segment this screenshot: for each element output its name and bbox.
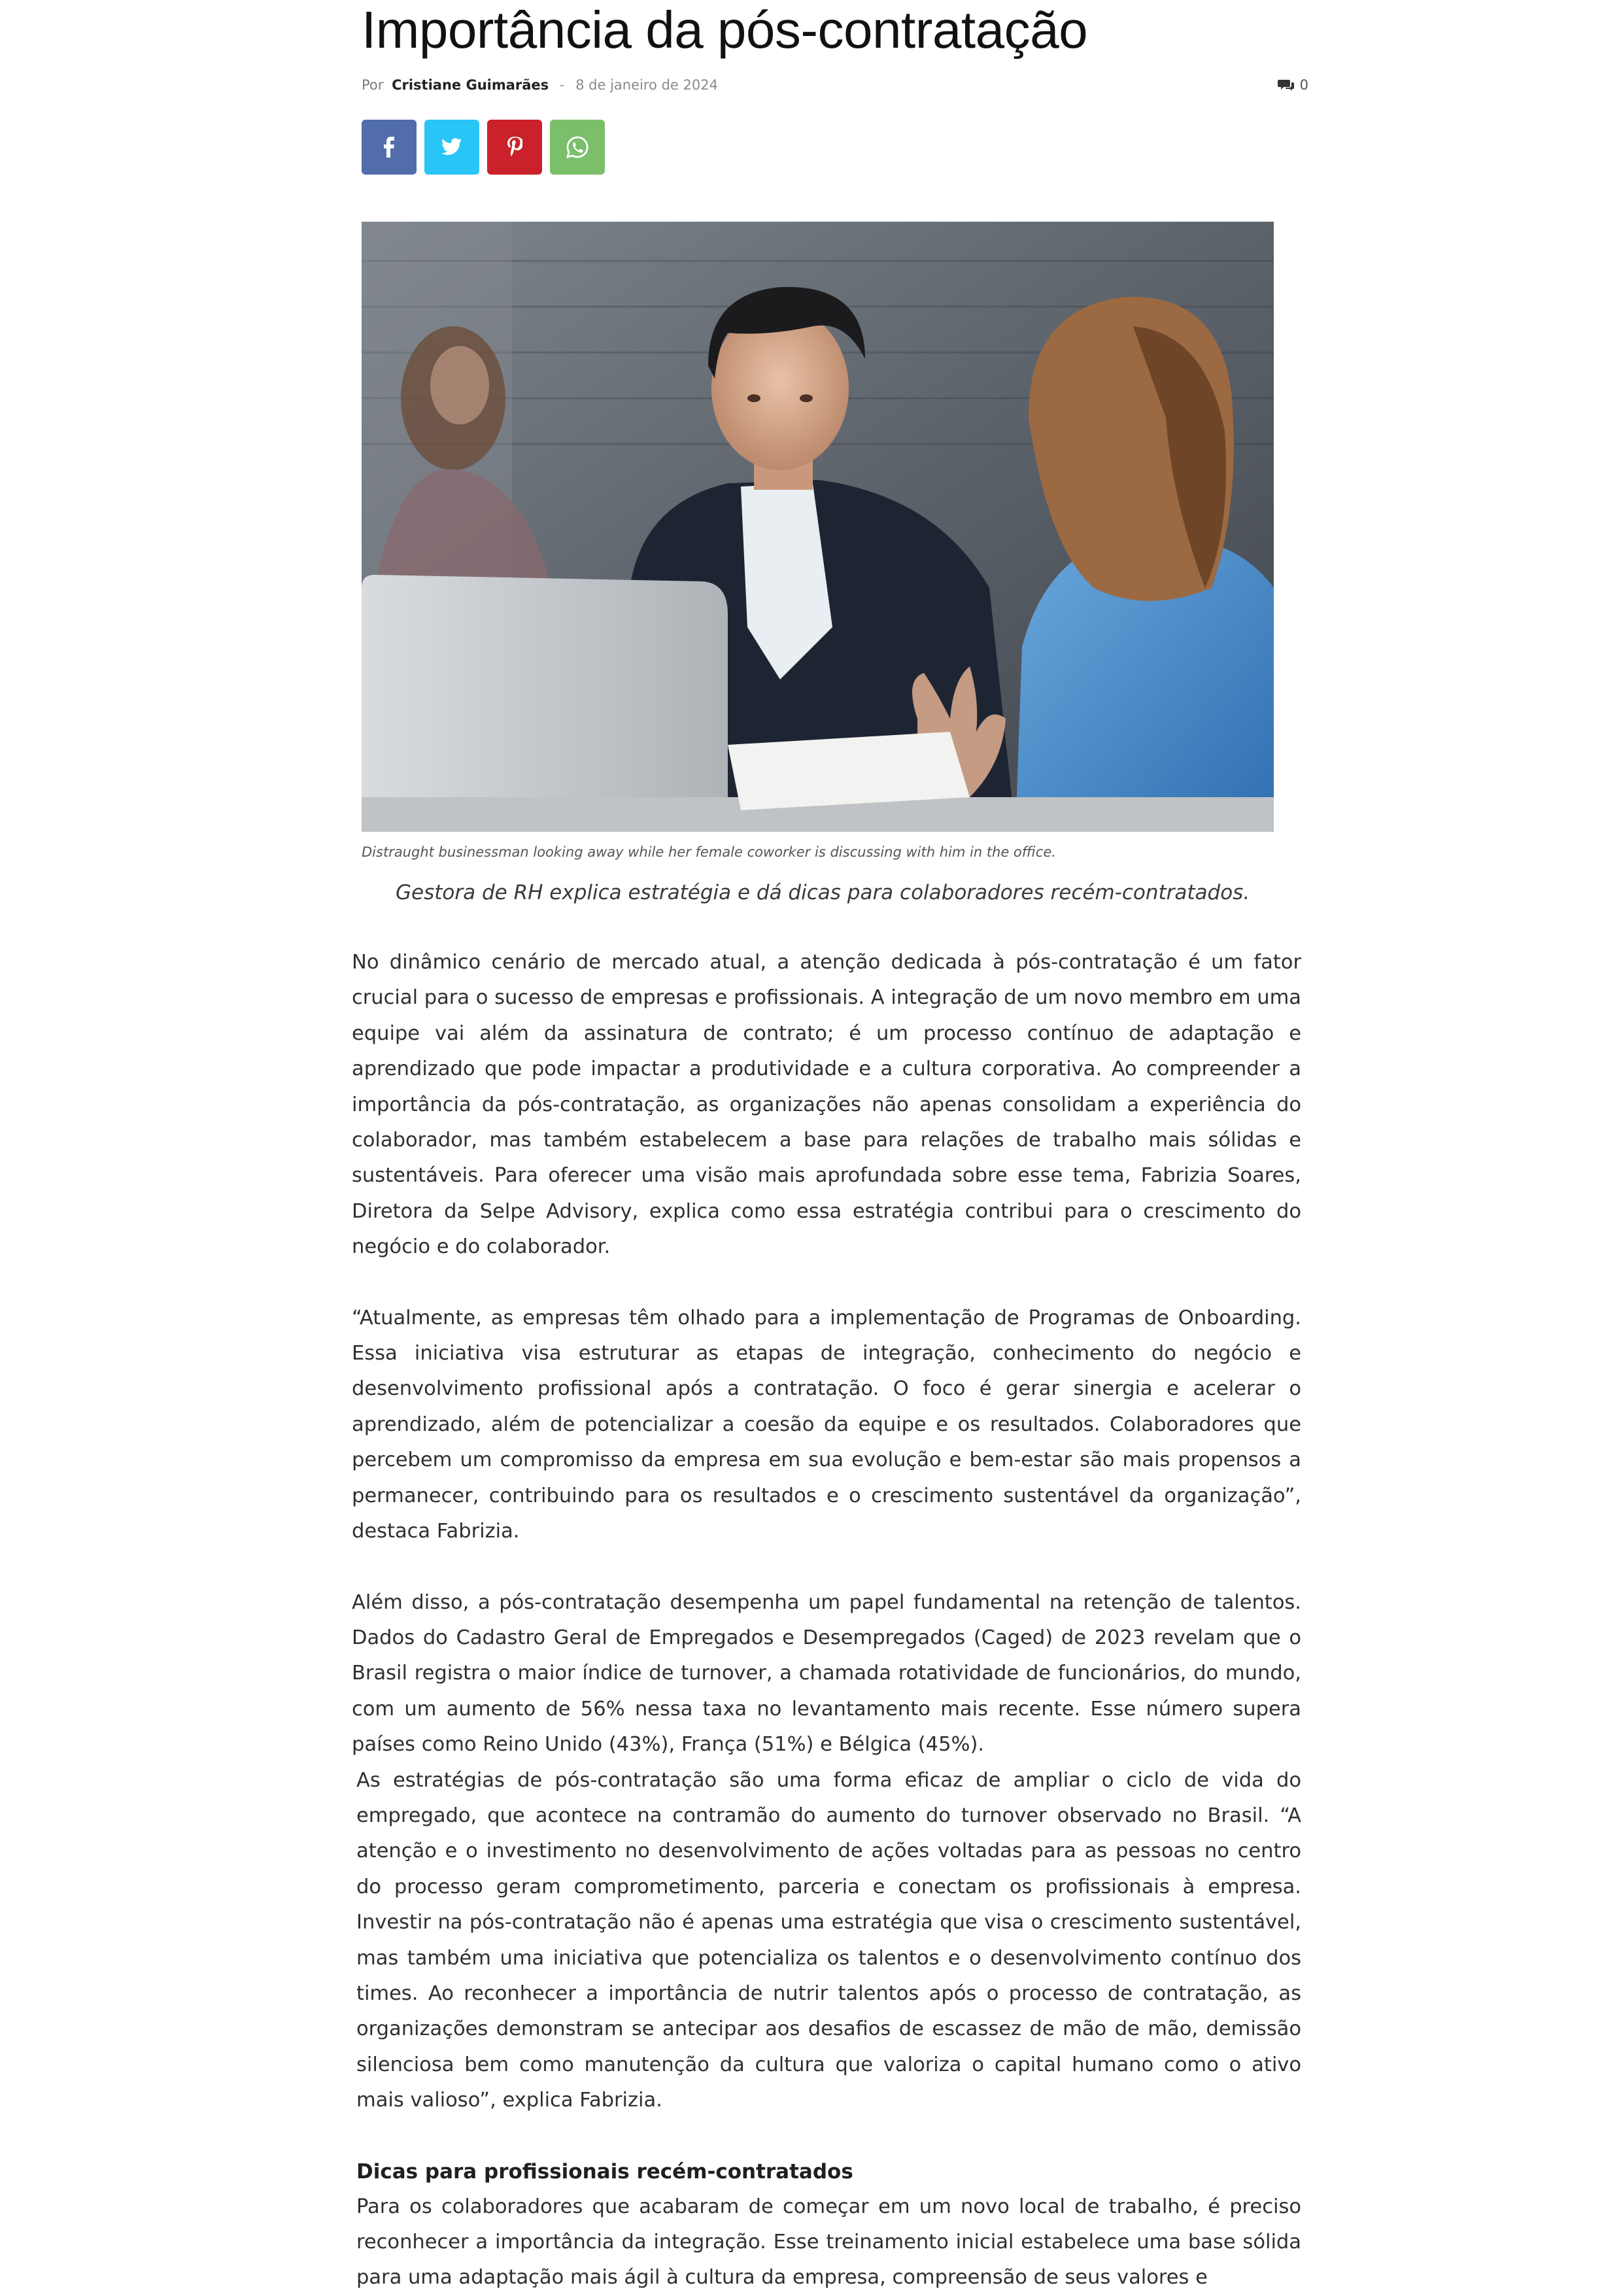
office-meeting-photo — [362, 222, 1274, 832]
comment-icon — [1278, 78, 1295, 92]
byline-prefix: Por — [362, 77, 384, 93]
whatsapp-icon — [566, 136, 589, 158]
pinterest-icon — [507, 137, 522, 158]
article-paragraph: “Atualmente, as empresas têm olhado para a implementação de Programas de Onboarding. Essa iniciativa visa estruturar as etapas de integração, conhecimento do negócio e desenvolvimento profissional após a contratação. O foco é gerar sinergia e acelerar o aprendizado, além de potencializar a coesão da equipe e os resultados. Colaboradores que percebem um compromisso da empresa em sua evolução e bem-estar são mais propensos a permanecer, contribuindo para os resultados e o crescimento sustentável da organização”, destaca Fabrizia. — [352, 1306, 1301, 1543]
author-link[interactable]: Cristiane Guimarães — [392, 77, 549, 93]
article-subtitle: Gestora de RH explica estratégia e dá dicas para colaboradores recém-contratados. — [396, 881, 1250, 904]
article-paragraph: As estratégias de pós-contratação são uma forma eficaz de ampliar o ciclo de vida do empregado, que acontece na contramão do aumento do turnover observado no Brasil. “A atenção e o investimento no desenvolvimento de ações voltadas para as pessoas no centro do processo geram comprometimento, parceria e conectam os profissionais à empresa. Investir na pós-contratação não é apenas uma estratégia que visa o crescimento sustentável, mas também uma iniciativa que potencializa os talentos e o desenvolvimento contínuo dos times. Ao reconhecer a importância de nutrir talentos após o processo de contratação, as organizações demonstram se antecipar aos desafios de escassez de mão de mão, demissão silenciosa bem como manutenção da cultura que valoriza o capital humano como o ativo mais valioso”, explica Fabrizia. — [356, 1768, 1301, 2112]
whatsapp-share-button[interactable] — [550, 120, 605, 175]
comment-count: 0 — [1299, 77, 1308, 93]
facebook-icon — [383, 137, 395, 158]
article-body — [352, 945, 1301, 2296]
article-meta — [362, 73, 1308, 97]
section-heading: Dicas para profissionais recém-contratados — [356, 2159, 853, 2184]
image-caption: Distraught businessman looking away while her female coworker is discussing with him in the office. — [362, 844, 1056, 860]
hero-photo — [362, 222, 1274, 832]
twitter-share-button[interactable] — [424, 120, 479, 175]
pinterest-share-button[interactable] — [487, 120, 542, 175]
article-paragraph: No dinâmico cenário de mercado atual, a atenção dedicada à pós-contratação é um fator crucial para o sucesso de empresas e profissionais. A integração de um novo membro em uma equipe vai além da assinatura de contrato; é um processo contínuo de adaptação e aprendizado que pode impactar a produtividade e a cultura corporativa. Ao compreender a importância da pós-contratação, as organizações não apenas consolidam a experiência do colaborador, mas também estabelecem a base para relações de trabalho mais sólidas e sustentáveis. Para oferecer uma visão mais aprofundada sobre esse tema, Fabrizia Soares, Diretora da Selpe Advisory, explica como essa estratégia contribui para o crescimento do negócio e do colaborador. — [352, 951, 1301, 1259]
meta-separator: - — [559, 77, 565, 93]
paragraph-spacer — [352, 2119, 1301, 2154]
twitter-icon — [441, 138, 462, 156]
comments-link[interactable] — [1278, 73, 1308, 97]
facebook-share-button[interactable] — [362, 120, 417, 175]
paragraph-spacer — [352, 1550, 1301, 1585]
publish-date: 8 de janeiro de 2024 — [575, 77, 718, 93]
article-paragraph: Para os colaboradores que acabaram de começar em um novo local de trabalho, é preciso reconhecer a importância da integração. Esse treinamento inicial estabelece uma base sólida para uma adaptação mais ágil à cultura da empresa, compreensão de seus valores e — [356, 2195, 1301, 2289]
share-buttons — [362, 120, 605, 175]
article-paragraph: Além disso, a pós-contratação desempenha um papel fundamental na retenção de talentos. Dados do Cadastro Geral de Empregados e Desempregados (Caged) de 2023 revelam que o Brasil registra o maior índice de turnover, a chamada rotatividade de funcionários, do mundo, com um aumento de 56% nessa taxa no levantamento mais recente. Esse número supera países como Reino Unido (43%), França (51%) e Bélgica (45%). — [352, 1590, 1301, 1756]
paragraph-spacer — [352, 1265, 1301, 1301]
page-title: Importância da pós-contratação — [362, 1, 1088, 59]
